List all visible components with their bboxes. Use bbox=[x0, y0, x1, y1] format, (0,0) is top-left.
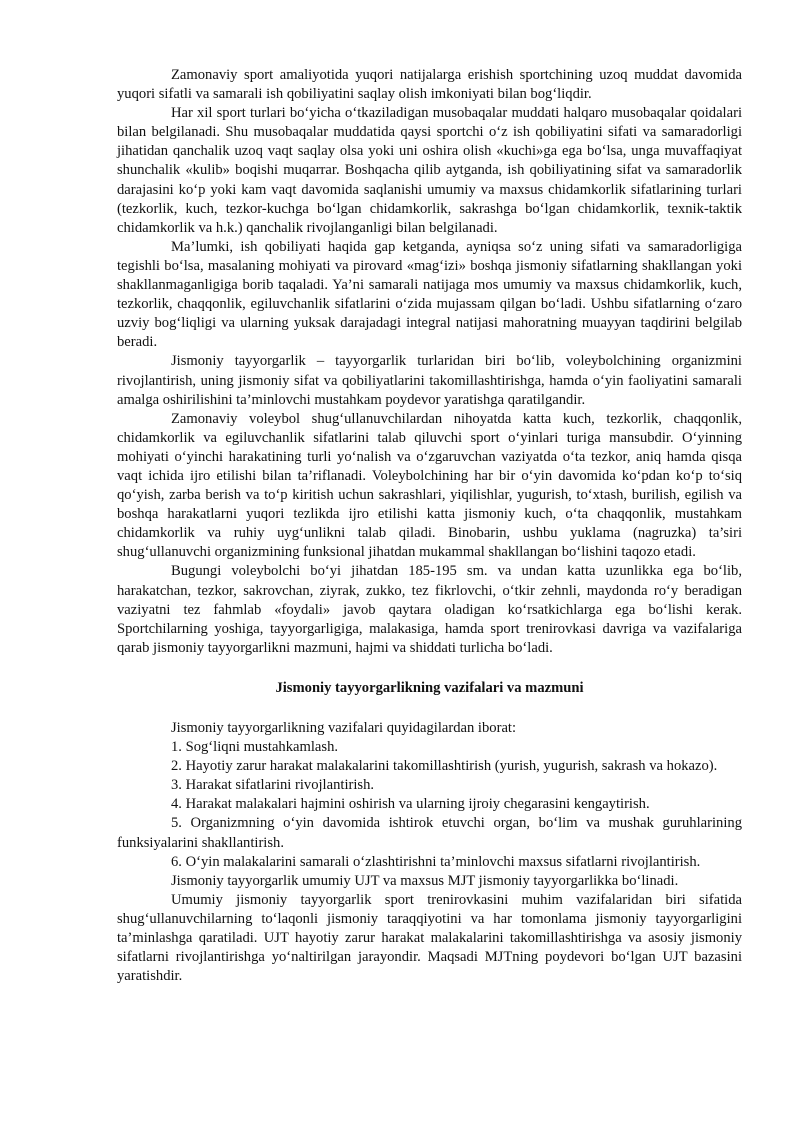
paragraph: Har xil sport turlari bo‘yicha o‘tkaziladigan musobaqalar muddati halqaro musobaqalar qoidalari bilan belgilanadi. Shu musobaqalar muddatida qaysi sportchi o‘z ish qobiliyatini sifati va samaradorligi jihatidan qanchalik uzoq vaqt saqlay olsa yoki uni oshira olish «kuchi»ga ega bo‘lsa, unga muvaffaqiyat shunchalik «kulib» boqishi muqarrar. Boshqacha qilib aytganda, ish qobiliyatining sifat va samaradorlik darajasini ko‘p yoki kam vaqt davomida saqlanishi umumiy va maxsus chidamkorlik sifatlarining turlari (tezkorlik, kuch, tezkor-kuchga bo‘lgan chidamkorlik, sakrashga bo‘lgan chidamkorlik, texnik-taktik chidamkorlik va h.k.) qanchalik rivojlanganligi bilan belgilanadi. bbox=[117, 105, 742, 236]
paragraph: Zamonaviy sport amaliyotida yuqori natijalarga erishish sportchining uzoq muddat davomida yuqori sifatli va samarali ish qobiliyatini saqlay olish imkoniyati bilan bog‘liqdir. bbox=[117, 67, 742, 103]
list-item: 3. Harakat sifatlarini rivojlantirish. bbox=[171, 777, 375, 794]
paragraph: Jismoniy tayyorgarlikning vazifalari quyidagilardan iborat: bbox=[171, 720, 517, 736]
paragraph: Umumiy jismoniy tayyorgarlik sport trenirovkasini muhim vazifalaridan biri sifatida shug‘ullanuvchilarning to‘laqonli jismoniy taraqqiyotini va har tomonlama jismoniy tayyorgarligini ta’minlashga qaratiladi. UJT hayotiy zarur harakat malakalarini takomillashtirishga va asosiy jismoniy sifatlarni rivojlantirishga yo‘naltirilgan jarayondir. Maqsadi MJTning poydevori bo‘lgan UJT bazasini yaratishdir. bbox=[117, 891, 742, 985]
list-item: 2. Hayotiy zarur harakat malakalarini takomillashtirish (yurish, yugurish, sakrash va hokazo). bbox=[171, 758, 718, 775]
paragraph: Bugungi voleybolchi bo‘yi jihatdan 185-195 sm. va undan katta uzunlikka ega bo‘lib, harakatchan, tezkor, sakrovchan, ziyrak, zukko, tez fikrlovchi, o‘tkir zehnli, maydonda ro‘y beradigan vaziyatni tez fahmlab «foydali» javob qaytara oladigan ko‘rsatkichlarga ega bo‘lishi kerak. Sportchilarning yoshiga, tayyorgarligiga, malakasiga, hamda sport trenirovkasi davriga va vazifalariga qarab jismoniy tayyorgarlikni mazmuni, hajmi va shiddati turlicha bo‘ladi. bbox=[117, 563, 742, 656]
paragraph: Ma’lumki, ish qobiliyati haqida gap ketganda, ayniqsa so‘z uning sifati va samaradorligiga tegishli bo‘lsa, masalaning mohiyati va pirovard «mag‘izi» boshqa jismoniy sifatlarning shakllangan yoki shakllanmaganligiga borib taqaladi. Ya’ni samarali natijaga mos umumiy va maxsus chidamkorlik, kuch, tezkorlik, chaqqonlik, egiluvchanlik sifatlarini o‘zida mujassam qilgan bo‘ladi. Ushbu sifatlarning o‘zaro uzviy bog‘liqligi va ularning yuksak darajadagi integral natijasi mahoratning muayyan taqdirini belgilab beradi. bbox=[117, 238, 742, 351]
list-item: 4. Harakat malakalari hajmini oshirish va ularning ijroiy chegarasini kengaytirish. bbox=[171, 796, 650, 813]
paragraph: Jismoniy tayyorgarlik umumiy UJT va maxsus MJT jismoniy tayyorgarlikka bo‘linadi. bbox=[171, 872, 679, 889]
section-heading: Jismoniy tayyorgarlikning vazifalari va mazmuni bbox=[275, 679, 584, 696]
list-item: 5. Organizmning o‘yin davomida ishtirok etuvchi organ, bo‘lim va mushak guruhlarining funksiyalarini shakllantirish. bbox=[117, 815, 742, 851]
paragraph: Zamonaviy voleybol shug‘ullanuvchilardan nihoyatda katta kuch, tezkorlik, chaqqonlik, chidamkorlik va egiluvchanlik sifatlarini talab qiluvchi sport o‘yinlari turiga mansubdir. O‘yinning mohiyati o‘yinchi harakatining turli yo‘nalish va o‘zgaruvchan vaziyatda o‘ta tezkor, aniq hamda qisqa vaqt ichida ijro etilishi bilan ta’riflanadi. Voleybolchining har bir o‘yin davomida ko‘pdan ko‘p to‘siq qo‘yish, zarba berish va to‘p kiritish uchun sakrashlari, yiqilishlar, yugurish, to‘xtash, burilish, egilish va boshqa harakatlarni yuqori tezlikda ijro etilishi katta jismoniy kuch, o‘ta chaqqonlik, mustahkam chidamkorlik va ruhiy uyg‘unlikni talab qiladi. Binobarin, ushbu yuklama (nagruzka) ta’siri shug‘ullanuvchi organizmining funksional jihatdan mukammal shakllangan bo‘lishini taqozo etadi. bbox=[117, 410, 742, 561]
list-item: 1. Sog‘liqni mustahkamlash. bbox=[171, 739, 339, 756]
list-item: 6. O‘yin malakalarini samarali o‘zlashtirishni ta’minlovchi maxsus sifatlarni rivojlantirish. bbox=[171, 853, 701, 870]
paragraph: Jismoniy tayyorgarlik – tayyorgarlik turlaridan biri bo‘lib, voleybolchining organizmini rivojlantirish, uning jismoniy sifat va qobiliyatlarini takomillashtirishga, hamda o‘yin faoliyatini samarali amalga oshirilishini ta’minlovchi mustahkam poydevor yaratishga qaratilgandir. bbox=[117, 353, 742, 408]
